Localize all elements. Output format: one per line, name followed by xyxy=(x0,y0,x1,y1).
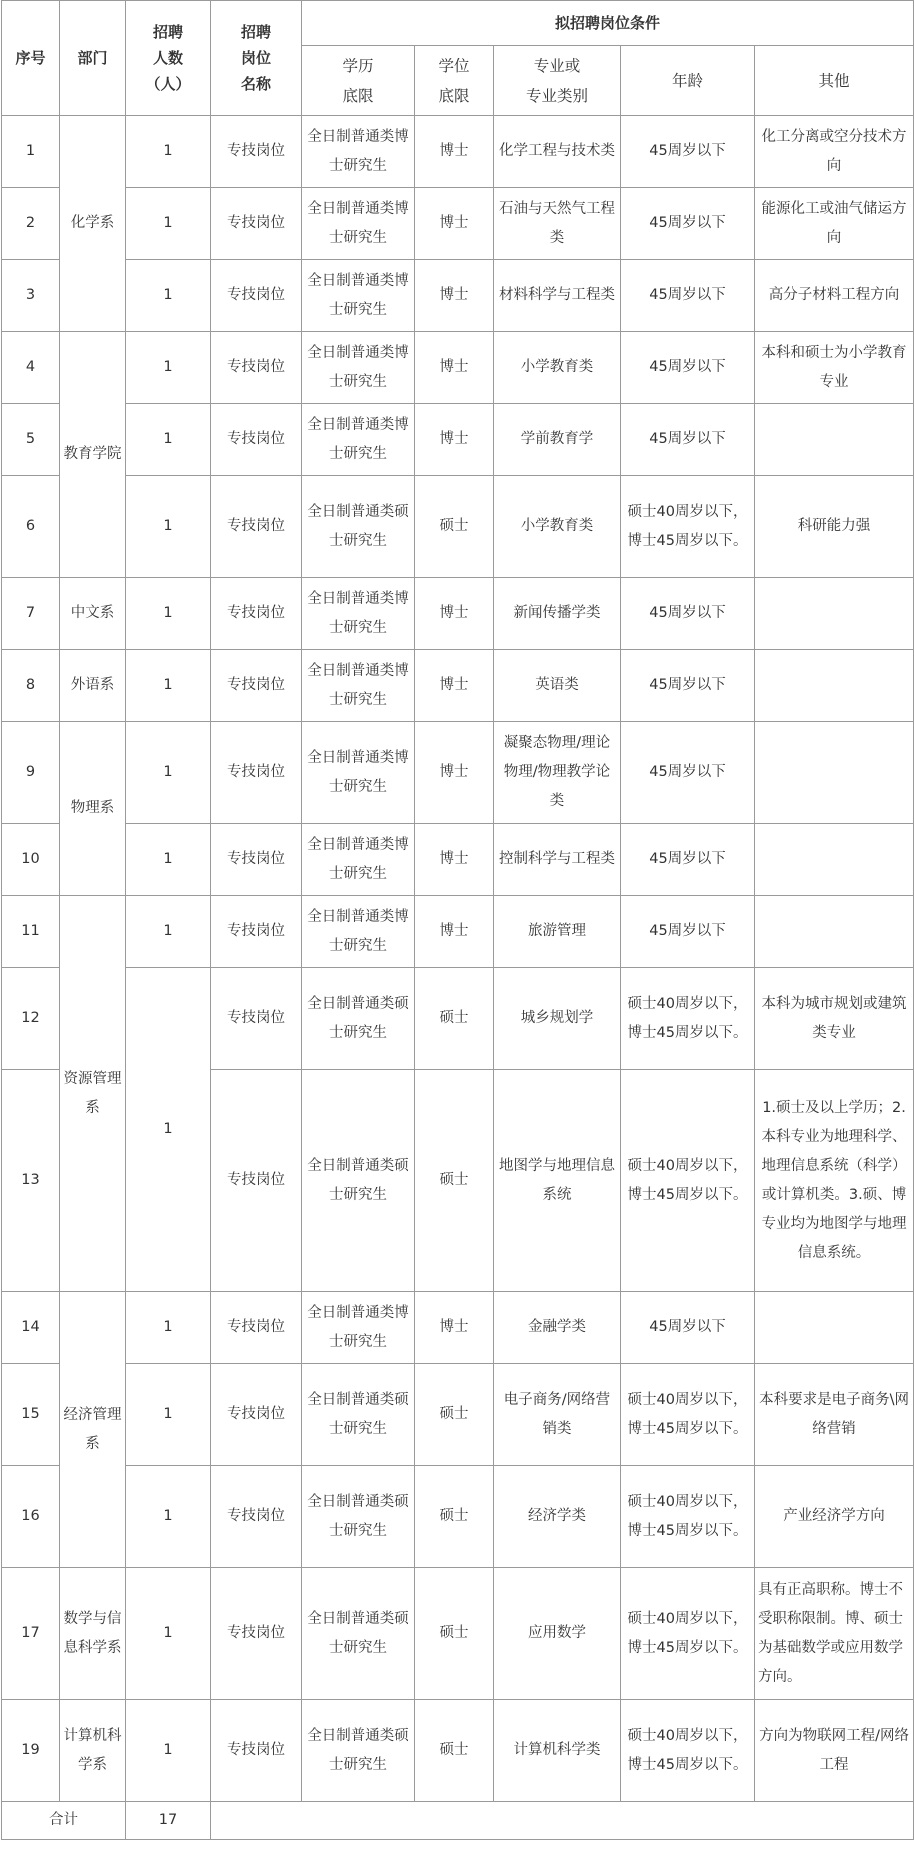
count-cell: 1 xyxy=(126,332,211,404)
table-row xyxy=(2,1466,914,1568)
other-cell xyxy=(755,824,914,896)
table-row xyxy=(2,404,914,476)
edu-cell: 全日制普通类博士研究生 xyxy=(302,1292,415,1364)
table-row xyxy=(2,968,914,1070)
age-cell: 硕士40周岁以下，博士45周岁以下。 xyxy=(621,1700,755,1802)
degree-cell: 硕士 xyxy=(415,476,494,578)
edu-cell: 全日制普通类硕士研究生 xyxy=(302,476,415,578)
age-cell: 45周岁以下 xyxy=(621,896,755,968)
header-degree: 学位 底限 xyxy=(415,46,494,116)
post-cell: 专技岗位 xyxy=(211,1364,302,1466)
total-value: 17 xyxy=(126,1802,211,1840)
edu-cell: 全日制普通类博士研究生 xyxy=(302,116,415,188)
edu-cell: 全日制普通类硕士研究生 xyxy=(302,1700,415,1802)
header-age: 年龄 xyxy=(621,46,755,116)
age-cell: 硕士40周岁以下，博士45周岁以下。 xyxy=(621,968,755,1070)
edu-cell: 全日制普通类博士研究生 xyxy=(302,332,415,404)
degree-cell: 硕士 xyxy=(415,1466,494,1568)
major-cell: 控制科学与工程类 xyxy=(494,824,621,896)
header-other: 其他 xyxy=(755,46,914,116)
post-cell: 专技岗位 xyxy=(211,188,302,260)
other-cell xyxy=(755,1292,914,1364)
post-cell: 专技岗位 xyxy=(211,824,302,896)
seq-cell: 6 xyxy=(2,476,60,578)
edu-cell: 全日制普通类博士研究生 xyxy=(302,188,415,260)
post-cell: 专技岗位 xyxy=(211,1292,302,1364)
major-cell: 材料科学与工程类 xyxy=(494,260,621,332)
degree-cell: 硕士 xyxy=(415,1568,494,1700)
age-cell: 45周岁以下 xyxy=(621,188,755,260)
other-cell: 产业经济学方向 xyxy=(755,1466,914,1568)
total-label: 合计 xyxy=(2,1802,126,1840)
major-cell: 新闻传播学类 xyxy=(494,578,621,650)
age-cell: 45周岁以下 xyxy=(621,260,755,332)
major-cell: 旅游管理 xyxy=(494,896,621,968)
degree-cell: 博士 xyxy=(415,722,494,824)
post-cell: 专技岗位 xyxy=(211,1568,302,1700)
major-cell: 应用数学 xyxy=(494,1568,621,1700)
seq-cell: 5 xyxy=(2,404,60,476)
table-row xyxy=(2,896,914,968)
other-cell: 具有正高职称。博士不受职称限制。博、硕士为基础数学或应用数学方向。 xyxy=(755,1568,914,1700)
edu-cell: 全日制普通类博士研究生 xyxy=(302,404,415,476)
major-cell: 城乡规划学 xyxy=(494,968,621,1070)
other-cell xyxy=(755,578,914,650)
major-cell: 凝聚态物理/理论物理/物理教学论类 xyxy=(494,722,621,824)
edu-cell: 全日制普通类博士研究生 xyxy=(302,578,415,650)
age-cell: 45周岁以下 xyxy=(621,722,755,824)
seq-cell: 19 xyxy=(2,1700,60,1802)
degree-cell: 博士 xyxy=(415,332,494,404)
post-cell: 专技岗位 xyxy=(211,260,302,332)
dept-cell: 中文系 xyxy=(60,578,126,650)
edu-cell: 全日制普通类硕士研究生 xyxy=(302,968,415,1070)
table-row xyxy=(2,578,914,650)
major-cell: 金融学类 xyxy=(494,1292,621,1364)
major-cell: 经济学类 xyxy=(494,1466,621,1568)
degree-cell: 博士 xyxy=(415,650,494,722)
edu-cell: 全日制普通类博士研究生 xyxy=(302,824,415,896)
edu-cell: 全日制普通类博士研究生 xyxy=(302,260,415,332)
count-cell: 1 xyxy=(126,260,211,332)
degree-cell: 博士 xyxy=(415,824,494,896)
degree-cell: 博士 xyxy=(415,404,494,476)
major-cell: 小学教育类 xyxy=(494,476,621,578)
seq-cell: 11 xyxy=(2,896,60,968)
major-cell: 英语类 xyxy=(494,650,621,722)
total-row xyxy=(2,1802,914,1840)
dept-cell: 物理系 xyxy=(60,722,126,896)
header-count: 招聘 人数 （人） xyxy=(126,1,211,116)
edu-cell: 全日制普通类硕士研究生 xyxy=(302,1070,415,1292)
header-dept: 部门 xyxy=(60,1,126,116)
seq-cell: 7 xyxy=(2,578,60,650)
table-row xyxy=(2,824,914,896)
dept-cell: 数学与信息科学系 xyxy=(60,1568,126,1700)
post-cell: 专技岗位 xyxy=(211,332,302,404)
header-post: 招聘 岗位 名称 xyxy=(211,1,302,116)
seq-cell: 13 xyxy=(2,1070,60,1292)
count-cell: 1 xyxy=(126,722,211,824)
edu-cell: 全日制普通类硕士研究生 xyxy=(302,1466,415,1568)
age-cell: 硕士40周岁以下，博士45周岁以下。 xyxy=(621,1070,755,1292)
other-cell: 本科为城市规划或建筑类专业 xyxy=(755,968,914,1070)
seq-cell: 3 xyxy=(2,260,60,332)
table-row xyxy=(2,332,914,404)
post-cell: 专技岗位 xyxy=(211,1466,302,1568)
header-conditions: 拟招聘岗位条件 xyxy=(302,1,914,46)
age-cell: 45周岁以下 xyxy=(621,404,755,476)
table-row xyxy=(2,1292,914,1364)
count-cell: 1 xyxy=(126,578,211,650)
count-cell: 1 xyxy=(126,824,211,896)
post-cell: 专技岗位 xyxy=(211,896,302,968)
post-cell: 专技岗位 xyxy=(211,1700,302,1802)
table-row xyxy=(2,1364,914,1466)
table-row xyxy=(2,188,914,260)
table-row xyxy=(2,116,914,188)
other-cell xyxy=(755,650,914,722)
count-cell: 1 xyxy=(126,1292,211,1364)
degree-cell: 硕士 xyxy=(415,968,494,1070)
other-cell: 科研能力强 xyxy=(755,476,914,578)
dept-cell: 经济管理系 xyxy=(60,1292,126,1568)
edu-cell: 全日制普通类博士研究生 xyxy=(302,650,415,722)
count-cell: 1 xyxy=(126,1700,211,1802)
count-cell: 1 xyxy=(126,116,211,188)
age-cell: 硕士40周岁以下，博士45周岁以下。 xyxy=(621,1568,755,1700)
age-cell: 45周岁以下 xyxy=(621,116,755,188)
count-cell: 1 xyxy=(126,896,211,968)
recruitment-table xyxy=(1,0,914,1840)
post-cell: 专技岗位 xyxy=(211,1070,302,1292)
table-row xyxy=(2,1700,914,1802)
dept-cell: 教育学院 xyxy=(60,332,126,578)
table-row xyxy=(2,722,914,824)
degree-cell: 博士 xyxy=(415,188,494,260)
seq-cell: 1 xyxy=(2,116,60,188)
age-cell: 硕士40周岁以下，博士45周岁以下。 xyxy=(621,1466,755,1568)
table-row xyxy=(2,476,914,578)
count-cell: 1 xyxy=(126,650,211,722)
major-cell: 电子商务/网络营销类 xyxy=(494,1364,621,1466)
post-cell: 专技岗位 xyxy=(211,404,302,476)
age-cell: 硕士40周岁以下，博士45周岁以下。 xyxy=(621,476,755,578)
other-cell: 1.硕士及以上学历；2.本科专业为地理科学、地理信息系统（科学）或计算机类。3.硕、博专业均为地图学与地理信息系统。 xyxy=(755,1070,914,1292)
table-row xyxy=(2,260,914,332)
major-cell: 计算机科学类 xyxy=(494,1700,621,1802)
count-cell: 1 xyxy=(126,404,211,476)
count-cell: 1 xyxy=(126,1466,211,1568)
count-cell: 1 xyxy=(126,968,211,1292)
post-cell: 专技岗位 xyxy=(211,476,302,578)
count-cell: 1 xyxy=(126,1568,211,1700)
degree-cell: 硕士 xyxy=(415,1364,494,1466)
post-cell: 专技岗位 xyxy=(211,650,302,722)
major-cell: 石油与天然气工程类 xyxy=(494,188,621,260)
dept-cell: 计算机科学系 xyxy=(60,1700,126,1802)
major-cell: 学前教育学 xyxy=(494,404,621,476)
degree-cell: 博士 xyxy=(415,260,494,332)
header-major: 专业或 专业类别 xyxy=(494,46,621,116)
post-cell: 专技岗位 xyxy=(211,578,302,650)
seq-cell: 9 xyxy=(2,722,60,824)
major-cell: 化学工程与技术类 xyxy=(494,116,621,188)
post-cell: 专技岗位 xyxy=(211,968,302,1070)
seq-cell: 15 xyxy=(2,1364,60,1466)
other-cell: 本科和硕士为小学教育专业 xyxy=(755,332,914,404)
degree-cell: 博士 xyxy=(415,116,494,188)
major-cell: 小学教育类 xyxy=(494,332,621,404)
seq-cell: 17 xyxy=(2,1568,60,1700)
age-cell: 45周岁以下 xyxy=(621,824,755,896)
header-seq: 序号 xyxy=(2,1,60,116)
age-cell: 45周岁以下 xyxy=(621,1292,755,1364)
age-cell: 45周岁以下 xyxy=(621,332,755,404)
degree-cell: 硕士 xyxy=(415,1070,494,1292)
edu-cell: 全日制普通类博士研究生 xyxy=(302,722,415,824)
other-cell xyxy=(755,404,914,476)
count-cell: 1 xyxy=(126,476,211,578)
other-cell: 方向为物联网工程/网络工程 xyxy=(755,1700,914,1802)
seq-cell: 2 xyxy=(2,188,60,260)
total-empty xyxy=(211,1802,914,1840)
seq-cell: 16 xyxy=(2,1466,60,1568)
dept-cell: 化学系 xyxy=(60,116,126,332)
header-row-1 xyxy=(2,1,914,46)
other-cell: 高分子材料工程方向 xyxy=(755,260,914,332)
age-cell: 45周岁以下 xyxy=(621,650,755,722)
table-row xyxy=(2,650,914,722)
seq-cell: 8 xyxy=(2,650,60,722)
header-edu: 学历 底限 xyxy=(302,46,415,116)
other-cell: 能源化工或油气储运方向 xyxy=(755,188,914,260)
count-cell: 1 xyxy=(126,1364,211,1466)
count-cell: 1 xyxy=(126,188,211,260)
age-cell: 45周岁以下 xyxy=(621,578,755,650)
degree-cell: 硕士 xyxy=(415,1700,494,1802)
dept-cell: 资源管理系 xyxy=(60,896,126,1292)
post-cell: 专技岗位 xyxy=(211,722,302,824)
edu-cell: 全日制普通类硕士研究生 xyxy=(302,1568,415,1700)
edu-cell: 全日制普通类硕士研究生 xyxy=(302,1364,415,1466)
seq-cell: 4 xyxy=(2,332,60,404)
seq-cell: 12 xyxy=(2,968,60,1070)
degree-cell: 博士 xyxy=(415,896,494,968)
dept-cell: 外语系 xyxy=(60,650,126,722)
edu-cell: 全日制普通类博士研究生 xyxy=(302,896,415,968)
degree-cell: 博士 xyxy=(415,1292,494,1364)
seq-cell: 10 xyxy=(2,824,60,896)
degree-cell: 博士 xyxy=(415,578,494,650)
other-cell xyxy=(755,722,914,824)
other-cell: 化工分离或空分技术方向 xyxy=(755,116,914,188)
post-cell: 专技岗位 xyxy=(211,116,302,188)
age-cell: 硕士40周岁以下，博士45周岁以下。 xyxy=(621,1364,755,1466)
table-row xyxy=(2,1568,914,1700)
other-cell xyxy=(755,896,914,968)
seq-cell: 14 xyxy=(2,1292,60,1364)
other-cell: 本科要求是电子商务\网络营销 xyxy=(755,1364,914,1466)
major-cell: 地图学与地理信息系统 xyxy=(494,1070,621,1292)
